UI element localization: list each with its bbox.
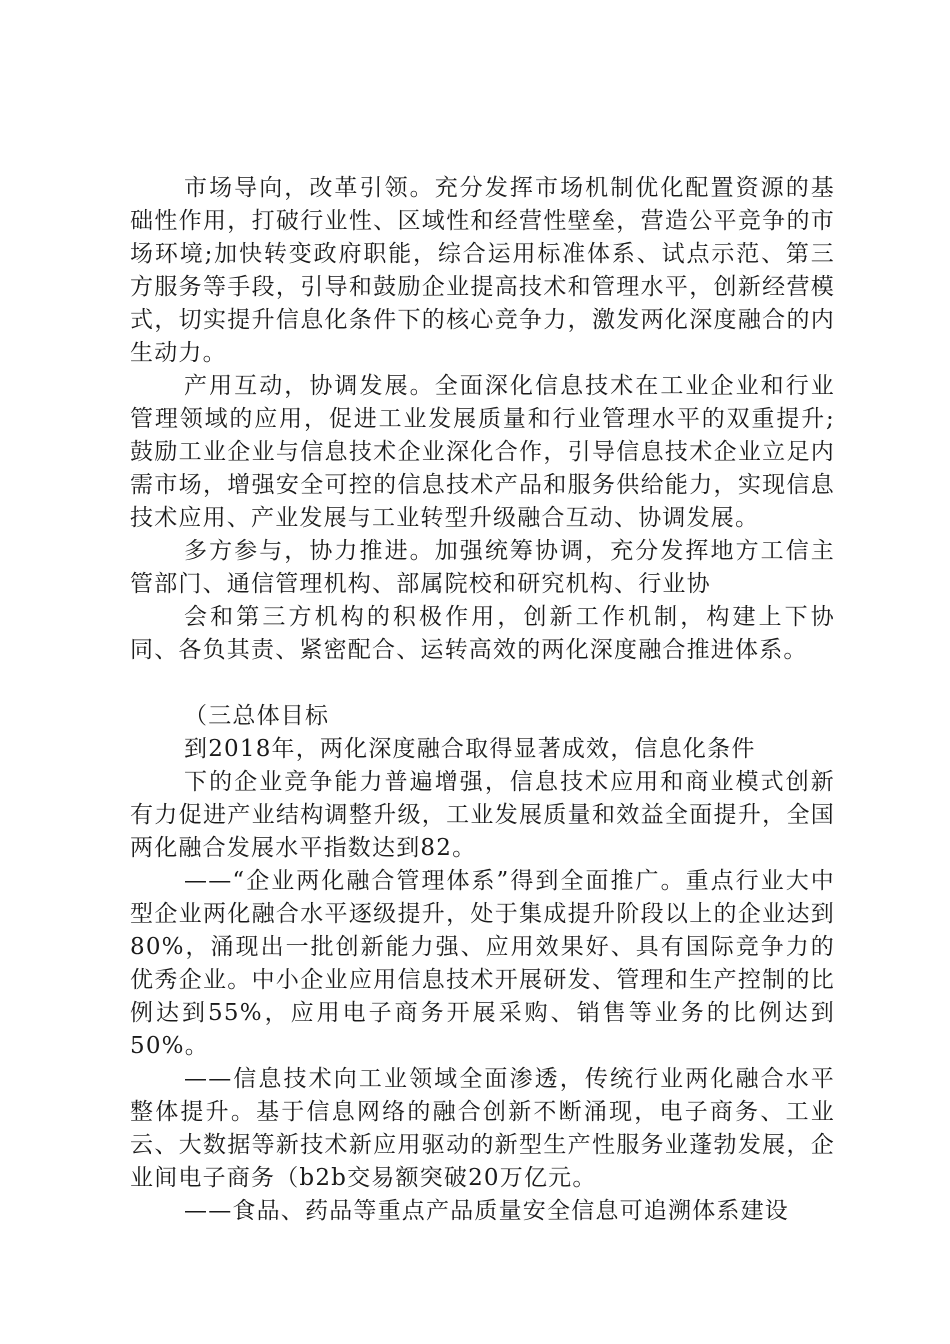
paragraph-industry-interaction: 产用互动，协调发展。全面深化信息技术在工业企业和行业管理领域的应用，促进工业发展质量和行业管理水平的双重提升;鼓励工业企业与信息技术企业深化合作，引导信息技术企业立足内需市场，增强安全可控的信息技术产品和服务供给能力，实现信息技术应用、产业发展与工业转型升级融合互动、协调发展。 [130, 373, 835, 531]
paragraph-market-orientation: 市场导向，改革引领。充分发挥市场机制优化配置资源的基础性作用，打破行业性、区域性和经营性壁垒，营造公平竞争的市场环境;加快转变政府职能，综合运用标准体系、试点示范、第三方服务等手段，引导和鼓励企业提高技术和管理水平，创新经营模式，切实提升信息化条件下的核心竞争力，激发两化深度融合的内生动力。 [130, 175, 835, 366]
paragraph-traceability: ——食品、药品等重点产品质量安全信息可追溯体系建设 [184, 1198, 789, 1224]
document-body [130, 172, 835, 1228]
section-heading-overall-goals: （三总体目标 [184, 703, 330, 729]
paragraph-it-penetration: ——信息技术向工业领域全面渗透，传统行业两化融合水平整体提升。基于信息网络的融合创新不断涌现，电子商务、工业云、大数据等新技术新应用驱动的新型生产性服务业蓬勃发展，企业间电子商务（b2b交易额突破20万亿元。 [130, 1066, 835, 1191]
paragraph-promotion-system: 会和第三方机构的积极作用，创新工作机制，构建上下协同、各负其责、紧密配合、运转高效的两化深度融合推进体系。 [130, 604, 835, 663]
paragraph-goal-2018: 到2018年，两化深度融合取得显著成效，信息化条件 [184, 736, 756, 762]
paragraph-multi-party-participation: 多方参与，协力推进。加强统筹协调，充分发挥地方工信主管部门、通信管理机构、部属院校和研究机构、行业协 [130, 538, 835, 597]
paragraph-management-system: ——“企业两化融合管理体系”得到全面推广。重点行业大中型企业两化融合水平逐级提升，处于集成提升阶段以上的企业达到80%，涌现出一批创新能力强、应用效果好、具有国际竞争力的优秀企业。中小企业应用信息技术开展研发、管理和生产控制的比例达到55%，应用电子商务开展采购、销售等业务的比例达到50%。 [130, 868, 835, 1059]
paragraph-goal-competitiveness: 下的企业竞争能力普遍增强，信息技术应用和商业模式创新有力促进产业结构调整升级，工业发展质量和效益全面提升，全国两化融合发展水平指数达到82。 [130, 769, 835, 861]
